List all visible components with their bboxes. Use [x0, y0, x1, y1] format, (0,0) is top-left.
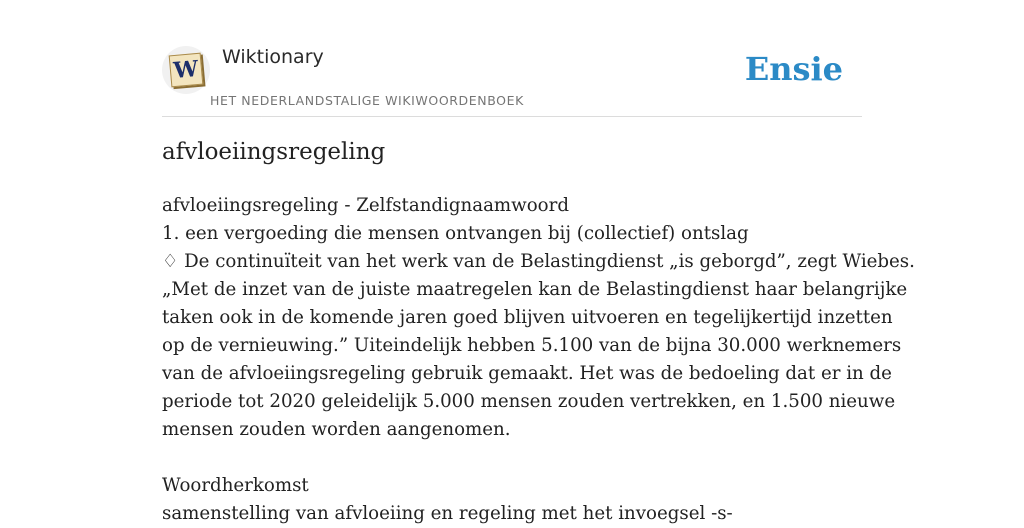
entry-content [162, 192, 915, 528]
page [162, 0, 915, 524]
site-name[interactable]: Wiktionary [222, 46, 324, 68]
section-spacer [162, 444, 862, 472]
example-line: „Met de inzet van de juiste maatregelen kan de Belastingdienst haar belangrijke [162, 279, 908, 300]
example-line: ♢ De continuïteit van het werk van de Belastingdienst „is geborgd”, zegt Wiebes. [162, 251, 915, 272]
site-header [162, 0, 862, 117]
wiktionary-logo-icon: W [169, 53, 204, 88]
example-line: periode tot 2020 geleidelijk 5.000 mensen zouden vertrekken, en 1.500 nieuwe [162, 391, 896, 412]
page-title: afvloeiingsregeling [162, 139, 386, 165]
etymology-heading: Woordherkomst [162, 475, 309, 496]
example-line: mensen zouden worden aangenomen. [162, 419, 511, 440]
definition-heading: afvloeiingsregeling - Zelfstandignaamwoord [162, 195, 569, 216]
example-line: taken ook in de komende jaren goed blijven uitvoeren en tegelijkertijd inzetten [162, 307, 893, 328]
example-line: op de vernieuwing.” Uiteindelijk hebben 5.100 van de bijna 30.000 werknemers [162, 335, 902, 356]
etymology-text: samenstelling van afvloeiing en regeling met het invoegsel -s- [162, 503, 733, 524]
site-tagline: HET NEDERLANDSTALIGE WIKIWOORDENBOEK [210, 93, 524, 108]
definition-line: 1. een vergoeding die mensen ontvangen bij (collectief) ontslag [162, 223, 749, 244]
example-line: van de afvloeiingsregeling gebruik gemaakt. Het was de bedoeling dat er in de [162, 363, 892, 384]
wiktionary-logo[interactable] [162, 46, 210, 94]
ensie-brand-link[interactable]: Ensie [744, 50, 843, 88]
